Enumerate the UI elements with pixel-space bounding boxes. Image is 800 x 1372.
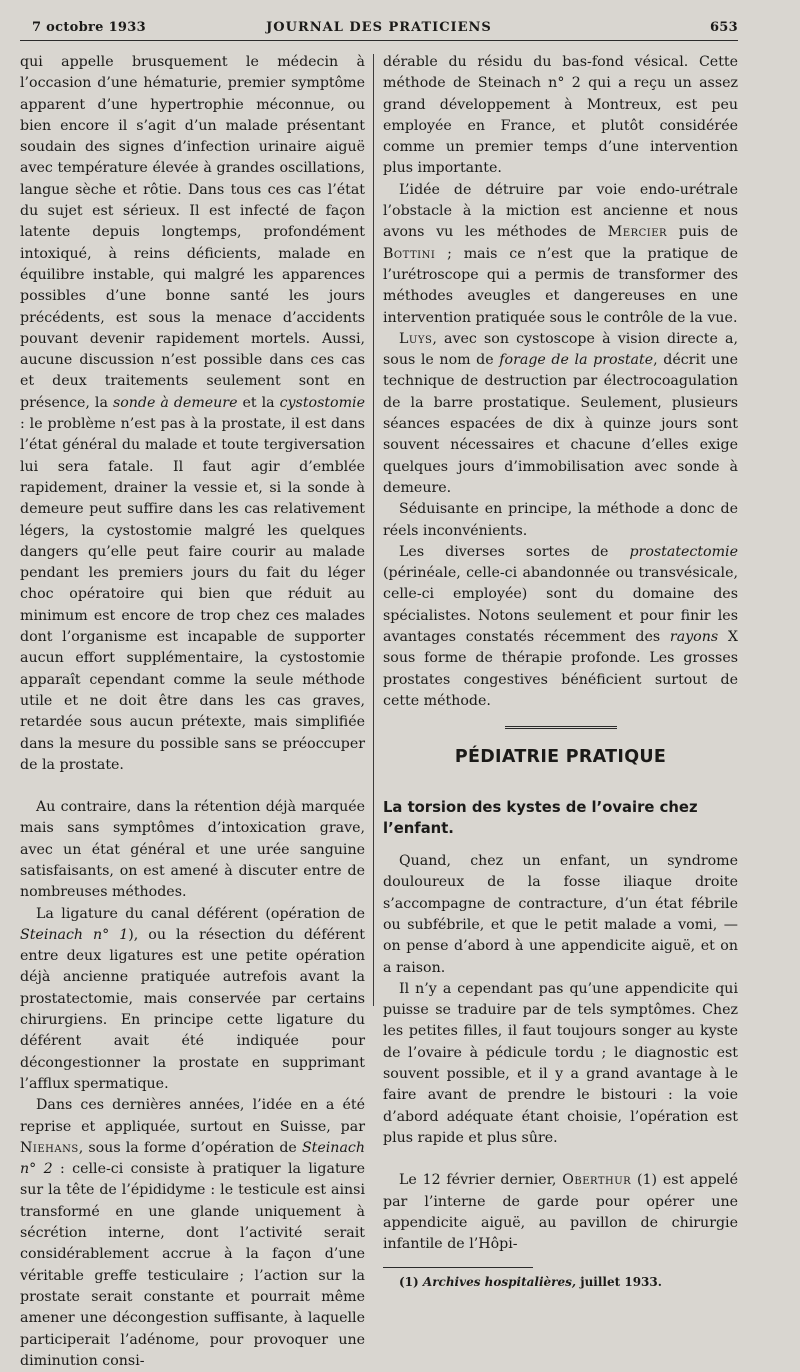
paragraph: qui appelle brusquement le médecin à l’occasion d’une hématurie, premier symptôme apparent d’une hypertrophie méconnue, ou bien encore il s’agit d’un malade présentant soudain des signes d’infection urinaire aiguë avec température élevée à grandes oscillations, langue sèche et rôtie. Dans tous ces cas l’état du sujet est sérieux. Il est infecté de façon latente depuis longtemps, profondément intoxiqué, à reins déficients, malade en équilibre instable, qui malgré les apparences possibles d’une bonne santé les jours précédents, est sous la menace d’accidents pouvant devenir rapidement mortels. Aussi, aucune discussion n’est possible dans ces cas et deux traitements seulement sont en présence, la sonde à demeure et la cystostomie : le problème n’est pas à la prostate, il est dans l’état général du malade et toute tergiversation lui sera fatale. Il faut agir d’emblée rapidement, drainer la vessie et, si la sonde à demeure peut suffire dans les cas relativement légers, la cystostomie malgré les quelques dangers qu’elle peut faire courir au malade pendant les premiers jours du fait du léger choc opératoire qui bien que réduit au minimum est encore de trop chez ces malades dont l’organisme est incapable de supporter aucun effort supplémentaire, la cystostomie apparaît cependant comme la seule méthode utile et ne doit être dans les cas graves, retardée sous aucun prétexte, mais simplifiée dans la mesure du possible sans se préoccuper de la prostate. [20,54,365,773]
paragraph: Luys, avec son cystoscope à vision directe a, sous le nom de forage de la prostate, décrit une technique de destruction par électrocoagulation de la barre prostatique. Seulement, plusieurs séances espacées de dix à quinze jours sont souvent nécessaires et chacune d’elles exige quelques jours d’immobilisation avec sonde à demeure. [383,330,738,496]
column-divider [373,54,374,1006]
paragraph: La ligature du canal déférent (opération de Steinach n° 1), ou la résection du déférent entre deux ligatures est une petite opération déjà ancienne pratiquée autrefois avant la prostatectomie, mais conservée par certains chirurgiens. En principe cette ligature du déférent avait été indiquée pour décongestionner la prostate en supprimant l’afflux spermatique. [20,905,365,1092]
section-title: PÉDIATRIE PRATIQUE [454,747,667,768]
page-number: 653 [709,20,738,35]
paragraph: Séduisante en principe, la méthode a donc de réels inconvénients. [383,501,738,539]
journal-title: JOURNAL DES PRATICIENS [266,20,492,35]
issue-date: 7 octobre 1933 [32,20,146,35]
paragraph: Dans ces dernières années, l’idée en a été reprise et appliquée, surtout en Suisse, par Niehans, sous la forme d’opération de Steinach n° 2 : celle-ci consiste à pratiquer la ligature sur la tête de l’épididyme : le testicule est ainsi transformé en une glande uniquement à sécrétion interne, dont l’activité serait considérablement accrue à la façon d’une véritable greffe testiculaire ; l’action sur la prostate serait constante et pourrait même amener une décongestion suffisante, à laquelle participerait l’adénome, pour provoquer une diminution consi- [20,1097,365,1369]
page-header [20,18,738,41]
paragraph: Les diverses sortes de prostatectomie (périnéale, celle-ci abandonnée ou transvésicale, celle-ci employée) sont du domaine des spécialistes. Notons seulement et pour finir les avantages constatés récemment des rayons X sous forme de thérapie profonde. Les grosses prostates congestives bénéficient surtout de cette méthode. [383,543,738,709]
paragraph: Le 12 février dernier, Oberthur (1) est appelé par l’interne de garde pour opérer une appendicite aiguë, au pavillon de chirurgie infantile de l’Hôpi- [383,1172,738,1253]
footnote-rule [383,1267,533,1268]
paragraph: Il n’y a cependant pas qu’une appendicite qui puisse se traduire par de tels symptômes. Chez les petites filles, il faut toujours songer au kyste de l’ovaire à pédicule tordu ; le diagnostic est souvent possible, et il y a grand avantage à le faire avant de prendre le bistouri : la voie d’abord adéquate étant choisie, l’opération est plus rapide et plus sûre. [383,980,738,1146]
section-separator [505,726,617,731]
paragraph: L’idée de détruire par voie endo-urétrale l’obstacle à la miction est ancienne et nous avons vu les méthodes de Mercier puis de Bottini ; mais ce n’est que la pratique de l’urétroscope qui a permis de transformer des méthodes aveugles et dangereuses en une intervention pratiquée sous le contrôle de la vue. [383,181,738,326]
footnote: (1) Archives hospitalières, juillet 1933. [399,1275,662,1290]
paragraph: dérable du résidu du bas-fond vésical. Cette méthode de Steinach n° 2 qui a reçu un assez grand développement à Montreux, est peu employée en France, et plutôt considérée comme un premier temps d’une intervention plus importante. [383,54,738,177]
left-column [20,52,365,1372]
paragraph: Au contraire, dans la rétention déjà marquée mais sans symptômes d’intoxication grave, avec un état général et une urée sanguine satisfaisants, on est amené à discuter entre de nombreuses méthodes. [20,799,365,901]
paragraph: Quand, chez un enfant, un syndrome douloureux de la fosse iliaque droite s’accompagne de contracture, d’un état fébrile ou subfébrile, et que le petit malade a vomi, — on pense d’abord à une appendicite aiguë, et on a raison. [383,853,738,976]
article-title: La torsion des kystes de l’ovaire chez l’enfant. [383,798,698,837]
right-column [383,52,738,1294]
